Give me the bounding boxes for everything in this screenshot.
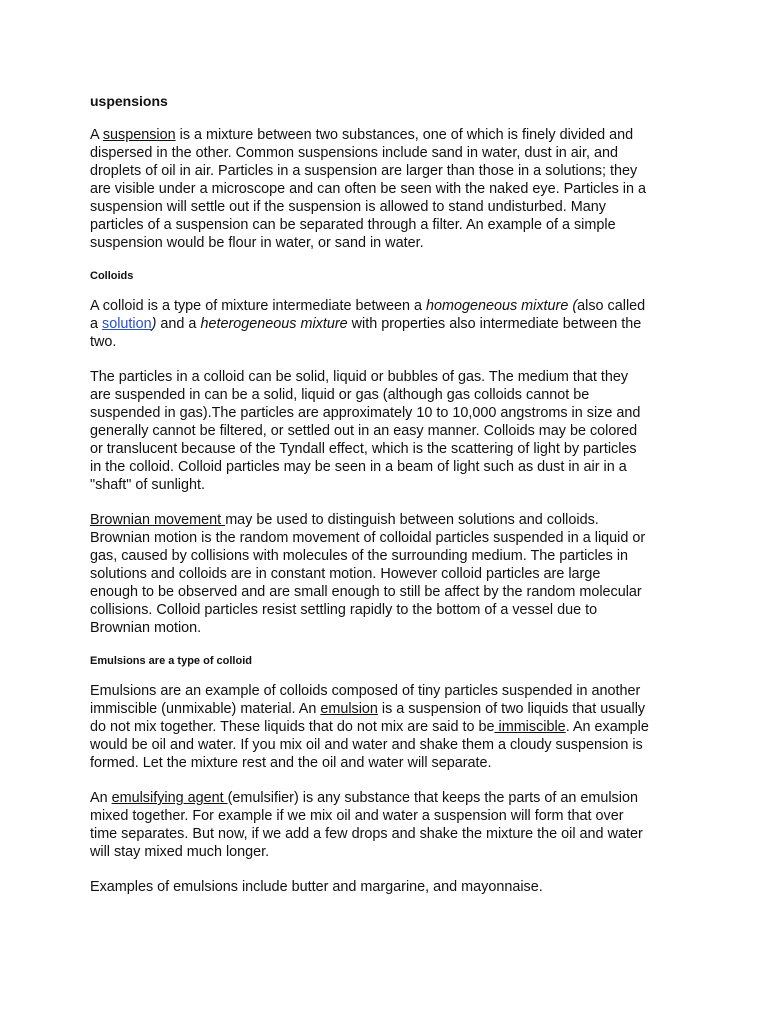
link-solution[interactable]: solution	[102, 316, 152, 332]
paragraph-emulsifying-agent: An emulsifying agent (emulsifier) is any substance that keeps the parts of an emulsion mixed together. For example if we mix oil and water a suspension will form that over time separates. But now, if we add a few drops and shake the mixture the oil and water will stay mixed much longer.	[90, 790, 643, 860]
link-emulsifying-agent[interactable]: emulsifying agent	[111, 790, 228, 806]
heading-suspensions: uspensions	[90, 93, 168, 109]
paragraph-colloid-particles: The particles in a colloid can be solid, liquid or bubbles of gas. The medium that they are suspended in can be a solid, liquid or gas (although gas colloids cannot be suspended in gas).The particles are approximately 10 to 10,000 angstroms in size and generally cannot be filtered, or settled out in an easy manner. Colloids may be colored or translucent because of the Tyndall effect, which is the scattering of light by particles in the colloid. Colloid particles may be seen in a beam of light such as dust in air in a "shaft" of sunlight.	[90, 369, 641, 493]
paragraph-brownian-movement: Brownian movement may be used to distinguish between solutions and colloids. Brownian motion is the random movement of colloidal particles suspended in a liquid or gas, caused by collisions with molecules of the surrounding medium. The particles in solutions and colloids are in constant motion. However colloid particles are large enough to be observed and are small enough to still be affect by the random molecular collisions. Colloid particles resist settling rapidly to the bottom of a vessel due to Brownian motion.	[90, 512, 646, 636]
document-page	[90, 92, 680, 913]
heading-colloids: Colloids	[90, 270, 134, 282]
heading-emulsions: Emulsions are a type of colloid	[90, 655, 252, 667]
paragraph-emulsions-definition: Emulsions are an example of colloids composed of tiny particles suspended in another immiscible (unmixable) material. An emulsion is a suspension of two liquids that usually do not mix together. These liquids that do not mix are said to be immiscible. An example would be oil and water. If you mix oil and water and shake them a cloudy suspension is formed. Let the mixture rest and the oil and water will separate.	[90, 683, 649, 771]
paragraph-colloid-definition: A colloid is a type of mixture intermediate between a homogeneous mixture (also called a solution) and a heterogeneous mixture with properties also intermediate between the two.	[90, 298, 646, 350]
link-emulsion[interactable]: emulsion	[320, 701, 378, 717]
link-immiscible[interactable]: immiscible	[494, 719, 566, 735]
paragraph-emulsion-examples: Examples of emulsions include butter and margarine, and mayonnaise.	[90, 879, 543, 895]
link-suspension[interactable]: suspension	[102, 127, 176, 143]
link-brownian-movement[interactable]: Brownian movement	[90, 512, 226, 528]
paragraph-suspension-definition: A suspension is a mixture between two substances, one of which is finely divided and dispersed in the other. Common suspensions include sand in water, dust in air, and droplets of oil in air. Particles in a suspension are larger than those in a solutions; they are visible under a microscope and can often be seen with the naked eye. Particles in a suspension will settle out if the suspension is allowed to stand undisturbed. Many particles of a suspension can be separated through a filter. An example of a simple suspension would be flour in water, or sand in water.	[90, 127, 646, 251]
